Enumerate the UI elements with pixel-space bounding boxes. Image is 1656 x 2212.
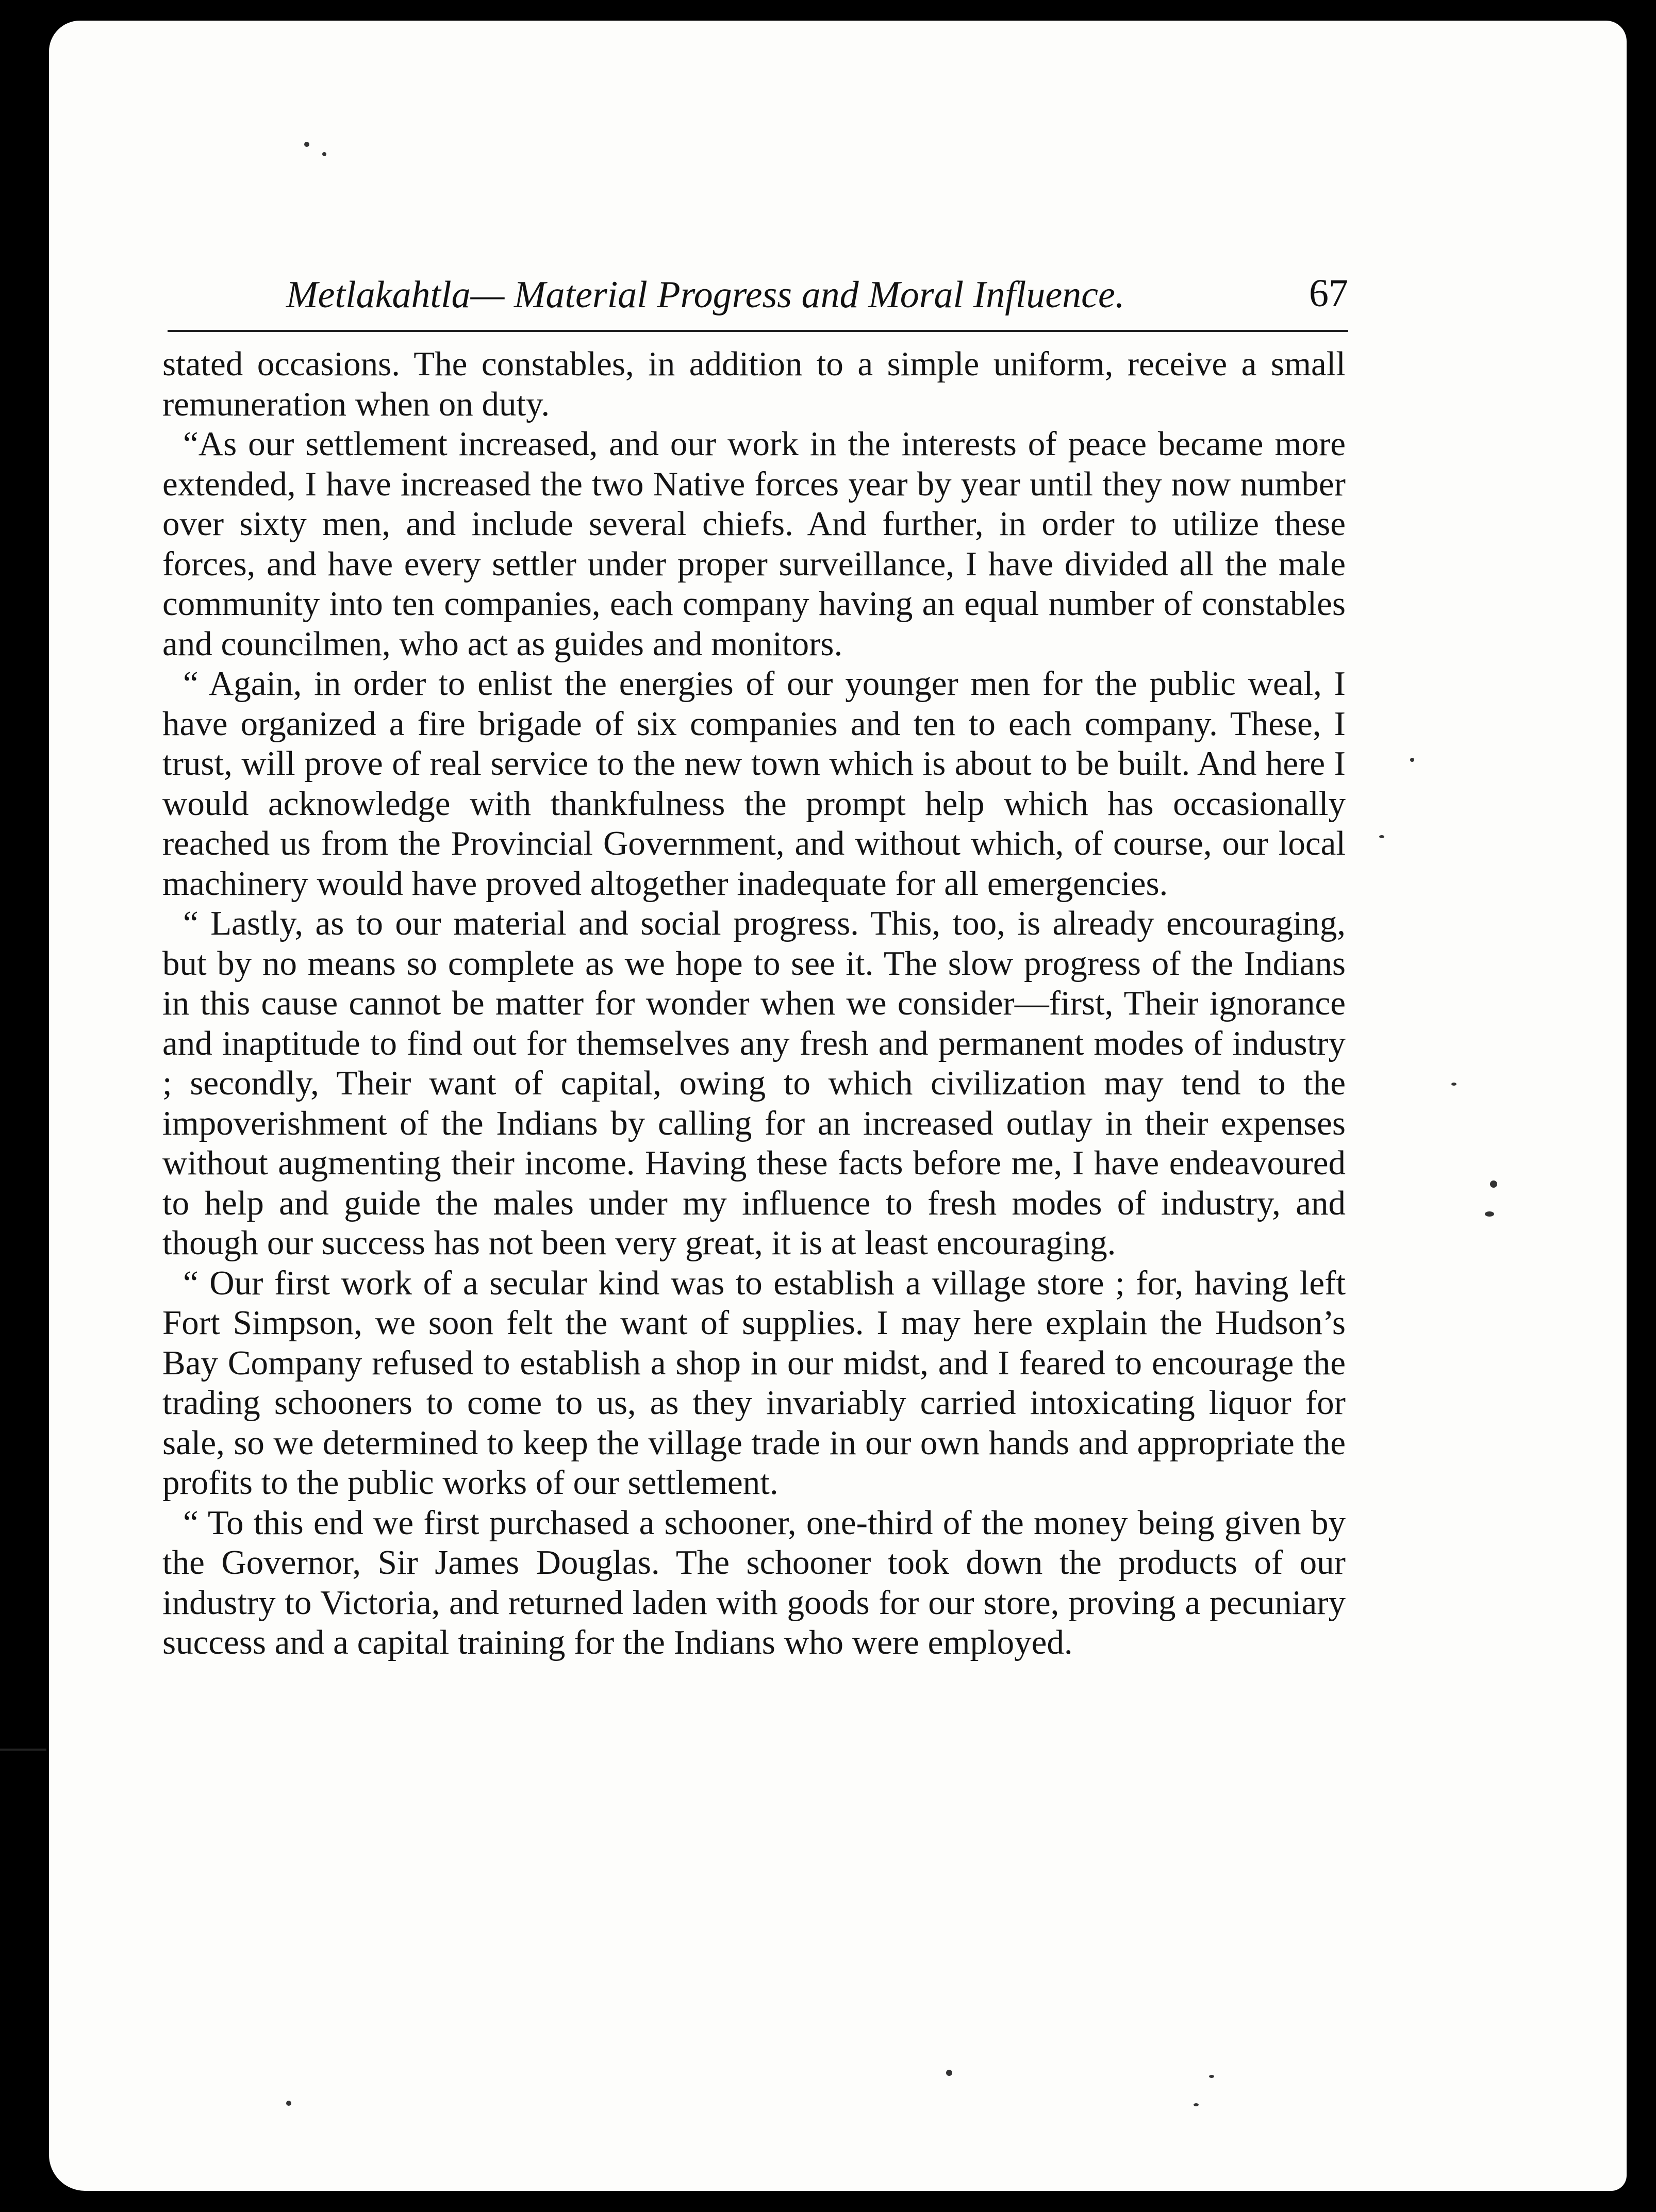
scan-speck <box>1485 1211 1494 1217</box>
scan-speck <box>946 2070 952 2076</box>
paragraph: “ To this end we first purchased a schooner, one-third of the money being given by the Governor, Sir James Douglas. The schooner took down the products of our industry to Victoria, and returned laden with goods for our store, proving a pecuniary success and a capital training for the Indians who were employed. <box>162 1503 1346 1661</box>
paragraph: “As our settlement increased, and our work in the interests of peace became more extended, I have increased the two Native forces year by year until they now number over sixty men, and include several chiefs. And further, in order to utilize these forces, and have every settler under proper surveillance, I have divided all the male community into ten companies, each company having an equal number of constables and councilmen, who act as guides and monitors. <box>162 425 1346 663</box>
scan-speck <box>1194 2103 1199 2106</box>
scan-speck <box>286 2101 291 2106</box>
paragraph: “ Lastly, as to our material and social progress. This, too, is already encouraging, but by no means so complete as we hope to see it. The slow progress of the Indians in this cause cannot be matter for wonder when we consider—first, Their ignorance and inaptitude to find out for themselves any fresh and permanent modes of industry ; secondly, Their want of capital, owing to which civilization may tend to the impoverishment of the Indians by calling for an increased outlay in their expenses without augmenting their income. Having these facts before me, I have endeavoured to help and guide the males under my influence to fresh modes of industry, and though our success has not been very great, it is at least encouraging. <box>162 904 1346 1262</box>
page-number: 67 <box>1309 272 1348 315</box>
scan-speck <box>1490 1180 1497 1188</box>
header-rule <box>168 330 1348 332</box>
scan-speck <box>304 142 309 147</box>
page-header <box>286 253 1348 330</box>
edge-mark <box>0 1749 46 1751</box>
running-title: Metlakahtla— Material Progress and Moral Influence. <box>286 274 1125 316</box>
scan-speck <box>1209 2075 1214 2078</box>
paragraph: stated occasions. The constables, in addition to a simple uniform, receive a small remuneration when on duty. <box>162 345 1346 423</box>
body-text <box>162 344 1346 1663</box>
scan-speck <box>1451 1083 1456 1086</box>
scan-speck <box>1410 758 1414 762</box>
scan-speck <box>1379 835 1384 838</box>
paragraph: “ Our first work of a secular kind was to establish a village store ; for, having left Fort Simpson, we soon felt the want of supplies. I may here explain the Hudson’s Bay Company refused to establish a shop in our midst, and I feared to encourage the trading schooners to come to us, as they invariably carried intoxicating liquor for sale, so we determined to keep the village trade in our own hands and appropriate the profits to the public works of our settlement. <box>162 1263 1346 1502</box>
paragraph: “ Again, in order to enlist the energies of our younger men for the public weal, I have organized a fire brigade of six companies and ten to each company. These, I trust, will prove of real service to the new town which is about to be built. And here I would acknowledge with thankfulness the prompt help which has occasionally reached us from the Provincial Government, and without which, of course, our local machinery would have proved altogether inadequate for all emergencies. <box>162 664 1346 903</box>
book-page <box>49 21 1627 2191</box>
scan-speck <box>322 152 326 156</box>
